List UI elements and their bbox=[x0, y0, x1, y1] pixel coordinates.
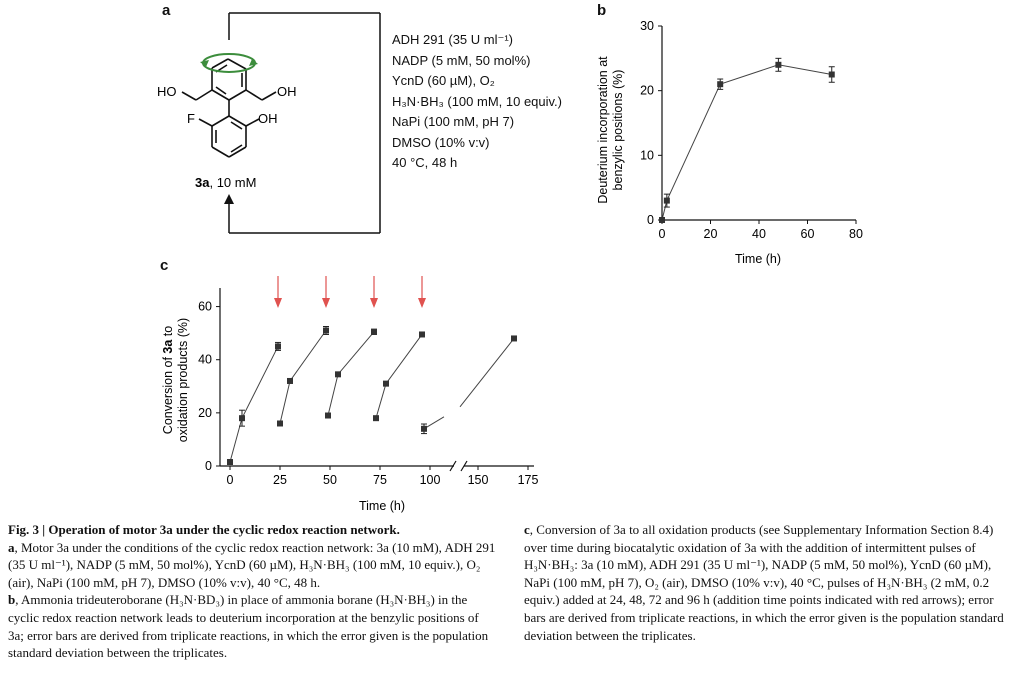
mol-label-ho-left: HO bbox=[157, 84, 177, 99]
panel-b-point bbox=[717, 81, 723, 87]
panel-c-series-line bbox=[460, 338, 514, 406]
panel-b-point bbox=[659, 217, 665, 223]
mol-label-oh-right: OH bbox=[277, 84, 297, 99]
panel-b-label: b bbox=[597, 2, 607, 19]
panel-c-xtick-label: 150 bbox=[467, 473, 489, 487]
pulse-arrowhead-icon bbox=[370, 298, 378, 308]
panel-b-ylabel-line2: benzylic positions (%) bbox=[611, 69, 625, 191]
panel-c-ytick-label: 0 bbox=[205, 459, 212, 473]
panel-c-xtick-label: 0 bbox=[226, 473, 234, 487]
panel-b-xtick-label: 20 bbox=[703, 227, 718, 241]
panel-c-point bbox=[323, 327, 329, 333]
panel-c-point bbox=[325, 413, 331, 419]
panel-b-ytick-label: 0 bbox=[647, 213, 654, 227]
panel-c-ytick-label: 20 bbox=[198, 405, 212, 420]
panel-c-point bbox=[421, 426, 427, 432]
panel-c-series-line bbox=[328, 332, 374, 416]
reaction-conditions bbox=[392, 30, 562, 174]
panel-c-point bbox=[373, 415, 379, 421]
rotation-arrow-icon bbox=[200, 54, 258, 72]
panel-b-point bbox=[775, 62, 781, 68]
panel-c-point bbox=[287, 378, 293, 384]
cycle-arrowhead bbox=[224, 194, 234, 204]
molecule-structure bbox=[182, 59, 276, 157]
panel-c-point bbox=[371, 329, 377, 335]
caption-title: Fig. 3 | Operation of motor 3a under the cyclic redox reaction network. bbox=[8, 522, 400, 537]
panel-b-xtick-label: 0 bbox=[658, 227, 666, 241]
panel-c-point bbox=[335, 371, 341, 377]
panel-c-point bbox=[275, 343, 281, 349]
mol-label-oh-phenol: OH bbox=[258, 111, 278, 126]
panel-b-xtick-label: 80 bbox=[849, 227, 863, 241]
panel-c-xtick-label: 175 bbox=[517, 473, 539, 487]
pulse-arrowhead-icon bbox=[418, 298, 426, 308]
pulse-arrowhead-icon bbox=[322, 298, 330, 308]
panel-c-xtick-label: 75 bbox=[373, 473, 387, 487]
condition-line: DMSO (10% v:v) bbox=[392, 134, 490, 150]
condition-line: NaPi (100 mM, pH 7) bbox=[392, 114, 515, 129]
panel-c-label: c bbox=[160, 257, 169, 274]
caption-part-a: a, Motor 3a under the conditions of the cyclic redox reaction network: 3a (10 mM), ADH 291 (35 U ml⁻¹), NADP (5 mM, 50 mol%), YcnD (60 µM), H₃N·BH₃ (100 mM, 10 equiv.), O₂ (air), NaPi (100 mM, pH 7), DMSO (10% v:v), 40 °C, 48 h. bbox=[8, 539, 496, 590]
panel-c-point bbox=[227, 459, 233, 465]
panel-b-point bbox=[664, 198, 670, 204]
condition-line: 40 °C, 48 h bbox=[392, 155, 458, 170]
condition-line: NADP (5 mM, 50 mol%) bbox=[392, 52, 531, 68]
panel-b-ytick-label: 30 bbox=[640, 19, 654, 33]
panel-c-point bbox=[277, 420, 283, 426]
panel-c-xtick-label: 25 bbox=[273, 473, 287, 487]
panel-b-series-line bbox=[662, 65, 832, 220]
panel-a-scheme bbox=[0, 0, 400, 240]
caption-left bbox=[8, 521, 496, 662]
panel-c-point bbox=[383, 381, 389, 387]
pulse-arrowhead-icon bbox=[274, 298, 282, 308]
panel-c-point bbox=[419, 331, 425, 337]
caption-right bbox=[524, 521, 1014, 644]
compound-label: 3a, 10 mM bbox=[195, 175, 257, 190]
panel-c-ytick-label: 40 bbox=[198, 352, 212, 367]
panel-c-point bbox=[239, 415, 245, 421]
condition-line: ADH 291 (35 U ml⁻¹) bbox=[392, 32, 513, 47]
panel-c-series-line bbox=[376, 334, 422, 418]
condition-line: H₃N·BH₃ (100 mM, 10 equiv.) bbox=[392, 93, 563, 109]
panel-c-series-line bbox=[230, 346, 278, 462]
panel-b-point bbox=[829, 72, 835, 78]
panel-c-ytick-label: 60 bbox=[198, 299, 212, 314]
panel-c-chart bbox=[150, 262, 550, 517]
panel-b-chart bbox=[590, 10, 870, 272]
panel-c-point bbox=[511, 335, 517, 341]
caption-part-b: b, Ammonia trideuteroborane (H₃N·BD₃) in place of ammonia borane (H₃N·BH₃) in the cyclic redox reaction network leads to deuterium incorporation at the benzylic positions of 3a; error bars are derived from triplicate reactions, in which the error given is the population standard deviation between the triplicates. bbox=[8, 592, 489, 661]
panel-b-ytick-label: 20 bbox=[640, 83, 654, 98]
panel-b-ylabel-line1: Deuterium incorporation at bbox=[596, 56, 610, 204]
panel-c-ylabel-line2: oxidation products (%) bbox=[176, 317, 190, 443]
mol-label-fluorine: F bbox=[187, 111, 195, 126]
panel-b-xtick-label: 40 bbox=[752, 227, 766, 241]
panel-a-label: a bbox=[162, 2, 171, 19]
panel-c-ylabel-line1: Conversion of 3a to bbox=[161, 325, 175, 435]
condition-line: YcnD (60 µM), O₂ bbox=[392, 73, 495, 88]
panel-c-xtick-label: 100 bbox=[419, 473, 441, 487]
panel-b-xtick-label: 60 bbox=[800, 227, 815, 241]
panel-b-xlabel: Time (h) bbox=[734, 252, 782, 266]
panel-c-xtick-label: 50 bbox=[323, 473, 337, 487]
caption-part-c: c, Conversion of 3a to all oxidation products (see Supplementary Information Section 8.4) over time during biocatalytic oxidation of 3a with the addition of intermittent pulses of H₃N·BH₃: 3a (10 mM), ADH 291 (35 U ml⁻¹), NADP (5 mM, 50 mol%), YcnD (60 µM), NaPi (100 mM, pH 7), O₂ (air), DMSO (10% v:v), 40 °C, pulses of H₃N·BH₃ (2 mM, 0.2 equiv.) added at 24, 48, 72 and 96 h (addition time points indicated with red arrows); error bars are derived from triplicate reactions, in which the error given is the population standard deviation between the triplicates. bbox=[524, 522, 1004, 643]
panel-b-ytick-label: 10 bbox=[640, 148, 654, 163]
panel-c-series-line bbox=[280, 330, 326, 423]
panel-c-xlabel: Time (h) bbox=[358, 499, 406, 513]
